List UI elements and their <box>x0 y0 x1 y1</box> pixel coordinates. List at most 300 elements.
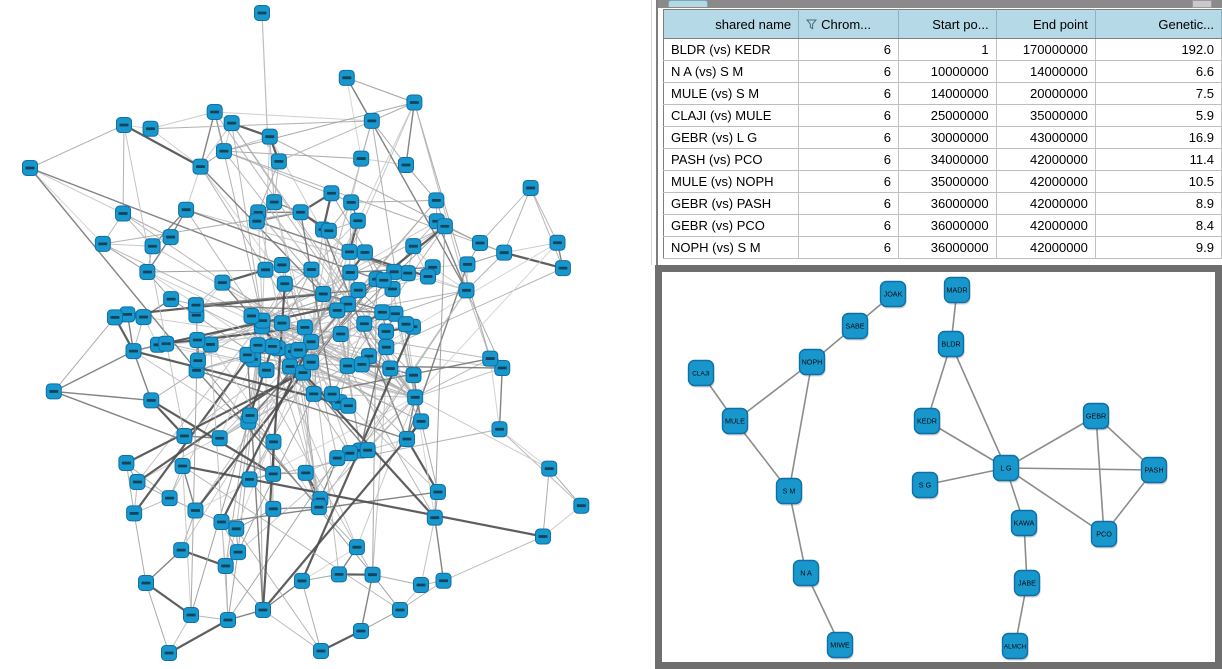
network-node-bldr[interactable] <box>939 332 965 359</box>
network-edge[interactable] <box>466 290 490 358</box>
network-node[interactable] <box>177 428 192 443</box>
network-edge[interactable] <box>1096 416 1104 534</box>
network-edge[interactable] <box>480 188 531 243</box>
node-label <box>403 272 412 275</box>
network-node[interactable] <box>407 95 422 110</box>
network-node[interactable] <box>130 474 145 489</box>
table-cell[interactable]: 6 <box>799 105 899 127</box>
table-cell[interactable]: 30000000 <box>899 127 997 149</box>
column-header-0[interactable] <box>664 10 799 39</box>
network-node[interactable] <box>139 576 154 591</box>
network-node[interactable] <box>400 266 415 281</box>
node-label <box>379 279 388 282</box>
table-cell[interactable]: 35000000 <box>899 171 997 193</box>
network-node-sm[interactable] <box>777 479 803 506</box>
network-node[interactable] <box>127 506 142 521</box>
network-node[interactable] <box>117 118 132 133</box>
node-label <box>309 393 318 396</box>
network-node[interactable] <box>145 239 160 254</box>
network-edge[interactable] <box>302 581 321 651</box>
network-edge[interactable] <box>531 188 558 243</box>
network-node[interactable] <box>174 543 189 558</box>
network-edge[interactable] <box>1006 468 1154 470</box>
column-header-3[interactable] <box>996 10 1095 39</box>
network-node[interactable] <box>216 144 231 159</box>
node-label <box>354 289 363 292</box>
network-node-jabe[interactable] <box>1015 571 1041 598</box>
network-edge[interactable] <box>500 368 503 429</box>
table-cell[interactable]: 36000000 <box>899 193 997 215</box>
table-cell[interactable]: 1 <box>899 39 997 61</box>
network-node[interactable] <box>429 193 444 208</box>
network-edge[interactable] <box>30 168 123 214</box>
table-cell[interactable]: 6 <box>799 193 899 215</box>
network-node[interactable] <box>107 310 122 325</box>
network-node[interactable] <box>437 219 452 234</box>
network-node[interactable] <box>365 567 380 582</box>
network-node[interactable] <box>250 338 265 353</box>
network-node[interactable] <box>207 104 222 119</box>
network-node[interactable] <box>140 265 155 280</box>
network-node[interactable] <box>175 459 190 474</box>
node-label <box>193 359 202 362</box>
network-node[interactable] <box>163 230 178 245</box>
node-label <box>187 614 196 617</box>
network-node[interactable] <box>259 363 274 378</box>
table-cell[interactable]: 35000000 <box>996 105 1095 127</box>
network-node[interactable] <box>393 603 408 618</box>
node-label <box>545 467 554 470</box>
node-label <box>192 314 201 317</box>
table-row[interactable] <box>664 149 1222 171</box>
network-node[interactable] <box>304 262 319 277</box>
network-node[interactable] <box>188 503 203 518</box>
network-edge[interactable] <box>421 518 435 585</box>
table-cell[interactable]: NOPH (vs) S M <box>664 237 799 259</box>
network-node[interactable] <box>414 578 429 593</box>
network-node[interactable] <box>46 384 61 399</box>
network-node[interactable] <box>574 498 589 513</box>
node-label <box>463 263 472 266</box>
network-node[interactable] <box>294 573 309 588</box>
network-node[interactable] <box>297 320 312 335</box>
network-node[interactable] <box>212 431 227 446</box>
network-node[interactable] <box>190 353 205 368</box>
table-cell[interactable]: 14000000 <box>899 83 997 105</box>
node-label <box>119 212 128 215</box>
network-node[interactable] <box>266 501 281 516</box>
network-node[interactable] <box>298 465 313 480</box>
network-node[interactable] <box>340 358 355 373</box>
network-edge[interactable] <box>951 344 1006 468</box>
network-node[interactable] <box>316 286 331 301</box>
table-row[interactable] <box>664 193 1222 215</box>
table-panel-corner-button[interactable] <box>1192 0 1212 8</box>
column-header-2[interactable] <box>899 10 997 39</box>
network-node[interactable] <box>258 262 273 277</box>
network-node[interactable] <box>333 326 348 341</box>
network-node-madr[interactable] <box>945 278 971 305</box>
table-cell[interactable]: 6 <box>799 215 899 237</box>
network-node[interactable] <box>427 510 442 525</box>
network-edge[interactable] <box>357 397 415 547</box>
network-node-lg[interactable] <box>994 456 1020 483</box>
table-cell[interactable]: 42000000 <box>996 237 1095 259</box>
network-node[interactable] <box>95 236 110 251</box>
network-node[interactable] <box>143 121 158 136</box>
network-edge[interactable] <box>543 469 549 537</box>
table-panel-top-strip <box>658 0 1222 8</box>
network-node[interactable] <box>229 521 244 536</box>
network-edge[interactable] <box>500 429 550 468</box>
table-cell[interactable]: N A (vs) S M <box>664 61 799 83</box>
network-edge[interactable] <box>347 78 415 103</box>
network-edge[interactable] <box>361 575 373 631</box>
table-cell[interactable]: 10.5 <box>1095 171 1221 193</box>
network-node[interactable] <box>274 257 289 272</box>
network-edge[interactable] <box>211 344 228 620</box>
network-node[interactable] <box>342 244 357 259</box>
table-row[interactable] <box>664 127 1222 149</box>
network-node[interactable] <box>184 608 199 623</box>
network-node[interactable] <box>357 245 372 260</box>
network-node[interactable] <box>399 158 414 173</box>
table-cell[interactable]: BLDR (vs) KEDR <box>664 39 799 61</box>
network-node[interactable] <box>399 317 414 332</box>
network-node[interactable] <box>550 235 565 250</box>
network-node[interactable] <box>188 298 203 313</box>
network-edge[interactable] <box>500 429 582 505</box>
network-node[interactable] <box>324 186 339 201</box>
network-node-joak[interactable] <box>881 282 907 309</box>
table-cell[interactable]: 25000000 <box>899 105 997 127</box>
node-label <box>367 119 376 122</box>
network-edge[interactable] <box>54 317 115 391</box>
column-header-1[interactable] <box>799 10 899 39</box>
table-cell[interactable]: PASH (vs) PCO <box>664 149 799 171</box>
table-cell[interactable]: MULE (vs) S M <box>664 83 799 105</box>
table-cell[interactable]: 8.9 <box>1095 193 1221 215</box>
node-label <box>294 349 303 352</box>
table-cell[interactable]: 6 <box>799 149 899 171</box>
network-node[interactable] <box>242 408 257 423</box>
table-row[interactable] <box>664 39 1222 61</box>
table-row[interactable] <box>664 237 1222 259</box>
network-node[interactable] <box>162 491 177 506</box>
node-label: KEDR <box>917 416 937 426</box>
network-node[interactable] <box>314 644 329 659</box>
node-label <box>218 281 227 284</box>
node-label <box>277 322 286 325</box>
network-node[interactable] <box>293 205 308 220</box>
network-edge[interactable] <box>1006 416 1096 468</box>
network-edge[interactable] <box>54 391 151 400</box>
network-edge[interactable] <box>151 129 201 167</box>
table-panel-tab-nub[interactable] <box>668 0 708 7</box>
table-cell[interactable]: 6 <box>799 171 899 193</box>
network-node-pash[interactable] <box>1142 458 1168 485</box>
network-edge[interactable] <box>415 359 490 398</box>
network-node-na[interactable] <box>794 561 820 588</box>
network-node[interactable] <box>255 6 270 21</box>
table-cell[interactable]: 192.0 <box>1095 39 1221 61</box>
network-node[interactable] <box>344 195 359 210</box>
network-node[interactable] <box>265 339 280 354</box>
network-node[interactable] <box>330 303 345 318</box>
filter-funnel-icon[interactable] <box>806 19 817 30</box>
table-cell[interactable]: 10000000 <box>899 61 997 83</box>
network-edge[interactable] <box>191 370 197 615</box>
network-node[interactable] <box>357 316 372 331</box>
network-node[interactable] <box>523 180 538 195</box>
network-node[interactable] <box>331 567 346 582</box>
network-node[interactable] <box>414 414 429 429</box>
node-label <box>553 241 562 244</box>
table-cell[interactable]: 6 <box>799 61 899 83</box>
network-node-miwe[interactable] <box>828 633 854 660</box>
network-node[interactable] <box>339 70 354 85</box>
table-cell[interactable]: GEBR (vs) L G <box>664 127 799 149</box>
node-label <box>344 404 353 407</box>
table-row[interactable] <box>664 215 1222 237</box>
network-edge[interactable] <box>123 125 124 214</box>
network-node-sg[interactable] <box>913 473 939 500</box>
panel-divider[interactable] <box>656 0 658 265</box>
network-node[interactable] <box>473 236 488 251</box>
table-cell[interactable]: 170000000 <box>996 39 1095 61</box>
network-node[interactable] <box>277 276 292 291</box>
network-node-noph[interactable] <box>800 350 826 377</box>
network-node[interactable] <box>242 472 257 487</box>
network-node[interactable] <box>535 529 550 544</box>
network-node[interactable] <box>354 151 369 166</box>
network-node[interactable] <box>218 558 233 573</box>
network-node[interactable] <box>351 283 366 298</box>
network-node[interactable] <box>291 342 306 357</box>
node-label <box>409 374 418 377</box>
node-label <box>146 127 155 130</box>
network-node[interactable] <box>354 624 369 639</box>
network-node[interactable] <box>360 443 375 458</box>
network-node[interactable] <box>179 202 194 217</box>
network-node[interactable] <box>341 398 356 413</box>
network-node-kedr[interactable] <box>915 409 941 436</box>
network-node[interactable] <box>460 257 475 272</box>
network-node[interactable] <box>190 333 205 348</box>
network-node[interactable] <box>193 159 208 174</box>
network-node[interactable] <box>164 292 179 307</box>
node-label: JOAK <box>883 289 903 299</box>
table-cell[interactable]: 6 <box>799 39 899 61</box>
network-node[interactable] <box>262 129 277 144</box>
network-node-gebr[interactable] <box>1084 404 1110 431</box>
network-edge[interactable] <box>504 253 563 268</box>
network-node[interactable] <box>321 223 336 238</box>
table-cell[interactable]: 36000000 <box>899 237 997 259</box>
network-node[interactable] <box>436 573 451 588</box>
node-label: ALMCH <box>1003 643 1027 651</box>
table-row[interactable] <box>664 83 1222 105</box>
network-node[interactable] <box>406 239 421 254</box>
edge-attribute-table[interactable] <box>663 9 1222 259</box>
network-node[interactable] <box>420 269 435 284</box>
network-node[interactable] <box>224 116 239 131</box>
network-node[interactable] <box>379 340 394 355</box>
network-edge[interactable] <box>262 13 268 147</box>
network-node[interactable] <box>330 451 345 466</box>
table-cell[interactable]: 43000000 <box>996 127 1095 149</box>
network-node[interactable] <box>364 113 379 128</box>
table-cell[interactable]: 42000000 <box>996 215 1095 237</box>
network-node[interactable] <box>23 161 38 176</box>
network-node[interactable] <box>159 336 174 351</box>
node-label <box>390 270 399 273</box>
network-node[interactable] <box>215 275 230 290</box>
table-cell[interactable]: 7.5 <box>1095 83 1221 105</box>
network-node[interactable] <box>349 540 364 555</box>
table-cell[interactable]: 42000000 <box>996 171 1095 193</box>
network-edge[interactable] <box>124 125 201 167</box>
network-node[interactable] <box>249 214 264 229</box>
table-cell[interactable]: 16.9 <box>1095 127 1221 149</box>
network-node[interactable] <box>325 387 340 402</box>
network-node[interactable] <box>274 316 289 331</box>
node-label: PCO <box>1096 529 1112 539</box>
table-cell[interactable]: 6 <box>799 237 899 259</box>
node-label <box>165 652 174 655</box>
table-cell[interactable]: 6 <box>799 127 899 149</box>
network-edge[interactable] <box>54 351 134 391</box>
network-edge[interactable] <box>435 518 444 581</box>
table-cell[interactable]: 42000000 <box>996 193 1095 215</box>
network-node[interactable] <box>271 154 286 169</box>
node-label <box>139 316 148 319</box>
table-cell[interactable]: 11.4 <box>1095 149 1221 171</box>
table-cell[interactable]: 34000000 <box>899 149 997 171</box>
network-node[interactable] <box>231 545 246 560</box>
node-label <box>345 452 354 455</box>
table-cell[interactable]: 8.4 <box>1095 215 1221 237</box>
network-node[interactable] <box>304 355 319 370</box>
network-node[interactable] <box>256 603 271 618</box>
network-node-mule[interactable] <box>723 409 749 436</box>
network-node[interactable] <box>119 456 134 471</box>
node-label <box>180 435 189 438</box>
network-node[interactable] <box>542 461 557 476</box>
network-edge[interactable] <box>444 536 543 580</box>
node-label: PASH <box>1144 465 1164 475</box>
network-edge[interactable] <box>263 610 321 651</box>
table-cell[interactable]: CLAJI (vs) MULE <box>664 105 799 127</box>
network-edge[interactable] <box>504 188 530 253</box>
node-label <box>402 438 411 441</box>
network-edge[interactable] <box>30 125 124 168</box>
table-row[interactable] <box>664 105 1222 127</box>
network-node[interactable] <box>126 344 141 359</box>
network-node[interactable] <box>459 283 474 298</box>
network-node[interactable] <box>221 613 236 628</box>
network-node[interactable] <box>266 466 281 481</box>
network-node[interactable] <box>406 368 421 383</box>
table-cell[interactable]: 14000000 <box>996 61 1095 83</box>
network-node[interactable] <box>266 434 281 449</box>
network-node-kawa[interactable] <box>1012 511 1038 538</box>
node-label <box>462 289 471 292</box>
network-edge[interactable] <box>146 583 169 653</box>
table-cell[interactable]: MULE (vs) NOPH <box>664 171 799 193</box>
network-node[interactable] <box>497 245 512 260</box>
table-row[interactable] <box>664 171 1222 193</box>
table-cell[interactable]: 36000000 <box>899 215 997 237</box>
network-node[interactable] <box>492 422 507 437</box>
network-edge[interactable] <box>134 513 146 583</box>
network-node[interactable] <box>399 432 414 447</box>
table-cell[interactable]: 9.9 <box>1095 237 1221 259</box>
edge-table-panel <box>650 0 1222 265</box>
table-row[interactable] <box>664 61 1222 83</box>
network-edge[interactable] <box>169 620 228 653</box>
node-label <box>297 580 306 583</box>
network-edge[interactable] <box>421 421 438 492</box>
network-node[interactable] <box>379 324 394 339</box>
network-node[interactable] <box>144 393 159 408</box>
filtered-network-canvas[interactable] <box>662 272 1215 662</box>
network-node[interactable] <box>306 386 321 401</box>
table-cell[interactable]: 6 <box>799 83 899 105</box>
network-edge[interactable] <box>151 112 215 129</box>
network-edge[interactable] <box>30 168 103 244</box>
network-edge[interactable] <box>789 362 812 491</box>
network-edge[interactable] <box>124 125 184 436</box>
network-node[interactable] <box>430 485 445 500</box>
network-node[interactable] <box>116 206 131 221</box>
network-node[interactable] <box>354 357 369 372</box>
network-node[interactable] <box>343 265 358 280</box>
network-node-claji[interactable] <box>689 361 715 388</box>
table-cell[interactable]: GEBR (vs) PCO <box>664 215 799 237</box>
table-cell[interactable]: 42000000 <box>996 149 1095 171</box>
network-node[interactable] <box>350 213 365 228</box>
network-node[interactable] <box>408 390 423 405</box>
network-node[interactable] <box>383 361 398 376</box>
network-node-pco[interactable] <box>1092 522 1118 549</box>
column-header-label: End point <box>1032 16 1088 32</box>
node-label: SABE <box>845 321 865 331</box>
table-cell[interactable]: 6.6 <box>1095 61 1221 83</box>
network-node[interactable] <box>555 261 570 276</box>
network-node[interactable] <box>214 515 229 530</box>
node-label <box>314 506 323 509</box>
network-node[interactable] <box>376 273 391 288</box>
table-cell[interactable]: 5.9 <box>1095 105 1221 127</box>
network-node[interactable] <box>483 351 498 366</box>
network-node-sabe[interactable] <box>843 314 869 341</box>
node-label <box>300 326 309 329</box>
network-node[interactable] <box>244 308 259 323</box>
column-header-4[interactable] <box>1095 10 1221 39</box>
network-node-almch[interactable] <box>1003 634 1029 661</box>
network-node[interactable] <box>311 500 326 515</box>
network-node[interactable] <box>136 310 151 325</box>
network-node[interactable] <box>375 305 390 320</box>
table-cell[interactable]: GEBR (vs) PASH <box>664 193 799 215</box>
node-label <box>357 630 366 633</box>
node-label <box>296 211 305 214</box>
network-node[interactable] <box>162 646 177 661</box>
network-node[interactable] <box>267 195 282 210</box>
column-header-inner <box>906 10 989 38</box>
table-cell[interactable]: 20000000 <box>996 83 1095 105</box>
